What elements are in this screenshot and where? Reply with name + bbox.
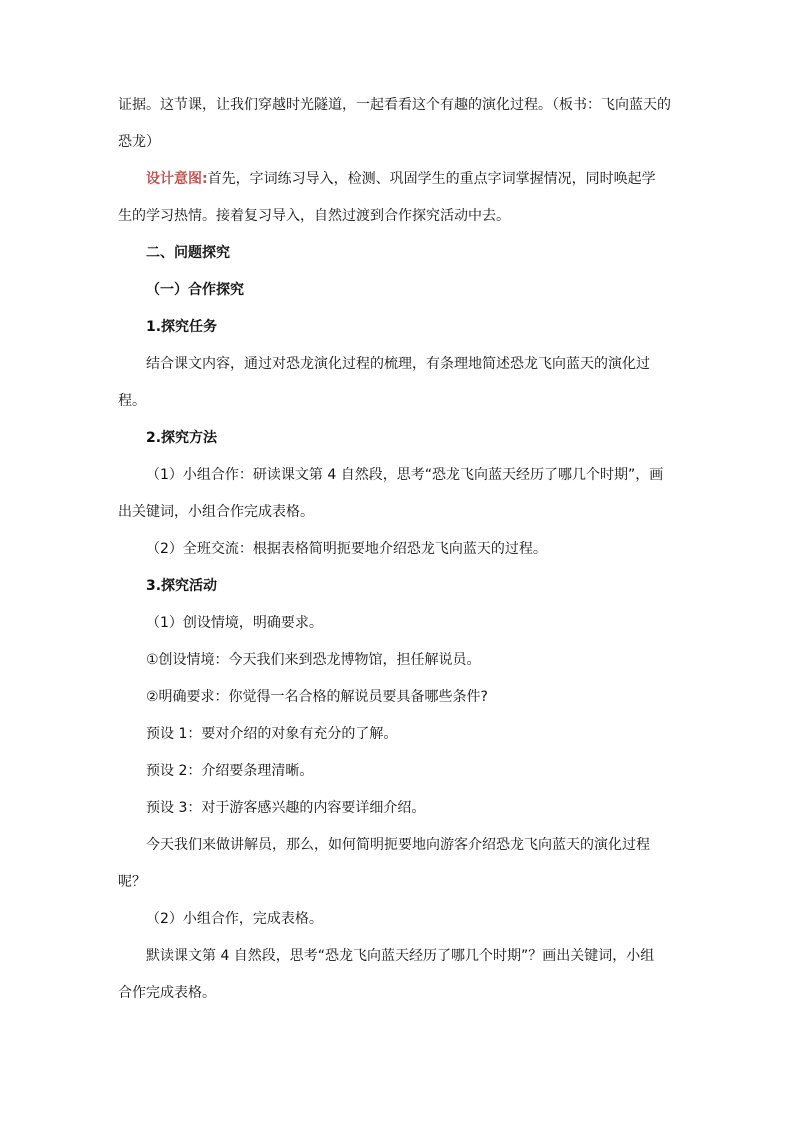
body-line: 证据。这节课，让我们穿越时光隧道，一起看看这个有趣的演化过程。（板书：飞向蓝天的: [118, 97, 671, 113]
body-line: ①创设情境：今天我们来到恐龙博物馆，担任解说员。: [146, 652, 481, 668]
item-heading: 2.探究方法: [146, 430, 218, 446]
body-line: 结合课文内容，通过对恐龙演化过程的梳理，有条理地简述恐龙飞向蓝天的演化过: [146, 356, 650, 372]
body-line: 今天我们来做讲解员，那么，如何简明扼要地向游客介绍恐龙飞向蓝天的演化过程: [146, 837, 650, 853]
body-line: 呢？: [118, 874, 146, 890]
body-line: （1）小组合作：研读课文第 4 自然段，思考“恐龙飞向蓝天经历了哪几个时期”，画: [146, 467, 664, 483]
item-heading: 3.探究活动: [146, 578, 218, 594]
body-line: 出关键词，小组合作完成表格。: [118, 504, 314, 520]
body-line: 预设 2：介绍要条理清晰。: [146, 763, 314, 779]
body-line: （1）创设情境，明确要求。: [146, 615, 323, 631]
body-line: 恐龙）: [118, 134, 160, 150]
body-line: 生的学习热情。接着复习导入，自然过渡到合作探究活动中去。: [118, 208, 510, 224]
subsection-heading: （一）合作探究: [146, 282, 244, 298]
design-intent-text: 首先，字词练习导入，检测、巩固学生的重点字词掌握情况，同时唤起学: [207, 171, 656, 187]
item-heading: 1.探究任务: [146, 319, 218, 335]
design-intent-line: [146, 170, 656, 188]
body-line: （2）全班交流：根据表格简明扼要地介绍恐龙飞向蓝天的过程。: [146, 541, 547, 557]
section-heading: 二、问题探究: [146, 245, 230, 261]
body-line: 预设 1：要对介绍的对象有充分的了解。: [146, 726, 398, 742]
design-intent-label: 设计意图:: [146, 171, 208, 187]
body-line: 合作完成表格。: [118, 985, 216, 1001]
body-line: （2）小组合作，完成表格。: [146, 911, 323, 927]
body-line: 预设 3：对于游客感兴趣的内容要详细介绍。: [146, 800, 426, 816]
body-line: 程。: [118, 393, 146, 409]
body-line: ②明确要求：你觉得一名合格的解说员要具备哪些条件?: [146, 689, 488, 705]
body-line: 默读课文第 4 自然段，思考“恐龙飞向蓝天经历了哪几个时期”？画出关键词，小组: [146, 948, 655, 964]
